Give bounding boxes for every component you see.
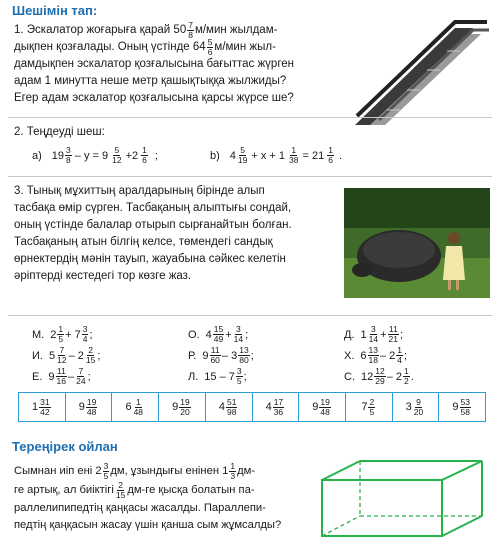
equation-a: а) 19 $\frac{3}{8}$ – y = 9 $\frac{5}{12}$ +2 $\frac{1}{6}$ ; [32, 145, 158, 165]
problem-1: 1. Эскалатор жоғарыға қарай 50 $\frac{7}{8}$ м/мин жылдам- дықпен қозғалады. Оның үстінде 64 $\frac{5}{6}$ м/мин жыл- дамдықпен эскалатор қозғалысына бағыттас жүрген адам 1 минутта неше метр қашықтыққа жылжиды? Егер адам эскалатор қозғалысына қарсы жүрсе ше? [14, 22, 334, 107]
problem-1-line1: 1. Эскалатор жоғарыға қарай 50 [14, 24, 187, 36]
answer-cell[interactable]: 6 $\frac{1}{48}$ [112, 393, 159, 421]
deeper-title: Тереңірек ойлан [12, 439, 118, 454]
answer-cell[interactable]: 9 $\frac{19}{48}$ [66, 393, 113, 421]
problem-3-line: 3. Тынық мұхиттың аралдарының бірінде алып [14, 185, 265, 197]
expr-l: Л. 15 – 7 $\frac{3}{5}$ ; [188, 366, 247, 386]
expr-i: И. 5 $\frac{7}{12}$ – 2 $\frac{2}{15}$ ; [32, 345, 101, 365]
equation-b: b) 4 $\frac{5}{19}$ + x + 1 $\frac{1}{38}$ = 21 $\frac{1}{6}$ . [210, 145, 342, 165]
problem-1-frac2: $\frac{5}{6}$ [207, 37, 213, 57]
section-title: Шешімін тап: [12, 3, 98, 18]
answer-cell[interactable]: 9 $\frac{53}{58}$ [452, 396, 470, 417]
problem-1-line5: Егер адам эскалатор қозғалысына қарсы жүрсе ше? [14, 92, 294, 104]
tortoise-photo [344, 188, 490, 298]
problem-3-line: өрнектердің мәнін тауып, жауабына сәйкес келетін [14, 253, 286, 265]
problem-1-frac1: $\frac{7}{8}$ [188, 20, 193, 40]
expr-s: С. 12 $\frac{12}{29}$ – 2 $\frac{1}{2}$ . [344, 366, 414, 386]
expr-d: Д. 1 $\frac{3}{14}$ + $\frac{11}{21}$ ; [344, 324, 404, 344]
expr-kh: Х. 6 $\frac{13}{18}$ – 2 $\frac{1}{4}$ ; [344, 345, 408, 365]
answer-cell[interactable]: 7 $\frac{2}{5}$ [346, 393, 393, 421]
problem-3 [14, 183, 334, 285]
problem-1-line4: адам 1 минутта неше метр қашықтыққа жылжиды? [14, 75, 287, 87]
problem-1-line3: дамдықпен эскалатор қозғалысына бағыттас жүрген [14, 58, 295, 70]
escalator-image [355, 20, 490, 125]
divider [8, 176, 492, 177]
problem-1-line2: дықпен қозғалады. Оның үстінде 64 [14, 41, 206, 53]
problem-3-line: әріптерді кестедегі тор көзге жаз. [14, 270, 192, 282]
answer-cell[interactable]: 4 $\frac{51}{98}$ [206, 393, 253, 421]
divider [8, 315, 492, 316]
answer-cell[interactable]: 3 $\frac{9}{20}$ [393, 393, 440, 421]
parallelepiped-figure [318, 458, 494, 540]
answer-cell[interactable]: 9 $\frac{19}{20}$ [159, 393, 206, 421]
expr-o: О. 4 $\frac{15}{49}$ + $\frac{3}{14}$ ; [188, 324, 249, 344]
expr-e-real: Е. 9 $\frac{11}{16}$ – $\frac{7}{24}$ ; [32, 366, 91, 386]
answer-cell[interactable]: 4 $\frac{17}{36}$ [253, 393, 300, 421]
answer-cell[interactable]: 9 $\frac{19}{48}$ [299, 393, 346, 421]
expr-r: Р. 9 $\frac{11}{60}$ – 3 $\frac{13}{80}$ ; [188, 345, 254, 365]
problem-2-title: 2. Теңдеуді шеш: [14, 126, 105, 138]
expr-m: М. 2 $\frac{1}{5}$ + 7 $\frac{3}{4}$ ; [32, 324, 93, 344]
answer-table [18, 392, 486, 422]
problem-3-line: тасбақа өмір сүрген. Тасбақаның алыптығы сондай, [14, 202, 292, 214]
problem-4: Сымнан иіп ені 2 $\frac{3}{5}$ дм, ұзындығы енінен 1 $\frac{1}{3}$ дм- ге артық, ал биіктігі $\frac{2}{15}$ дм-ге қысқа болатын па- раллелипипедтің қаңқасы жасалды. Параллепи- педтің қаңқасын жасау үшін қанша сым жұмсалды? [14, 461, 282, 531]
divider [8, 117, 492, 118]
answer-cell[interactable]: 1 $\frac{31}{42}$ [19, 393, 66, 421]
problem-3-line: Тасбақаның атын білгің келсе, төмендегі сандық [14, 236, 273, 248]
problem-3-line: оның үстінде балалар отырып сырғанайтын болған. [14, 219, 292, 231]
